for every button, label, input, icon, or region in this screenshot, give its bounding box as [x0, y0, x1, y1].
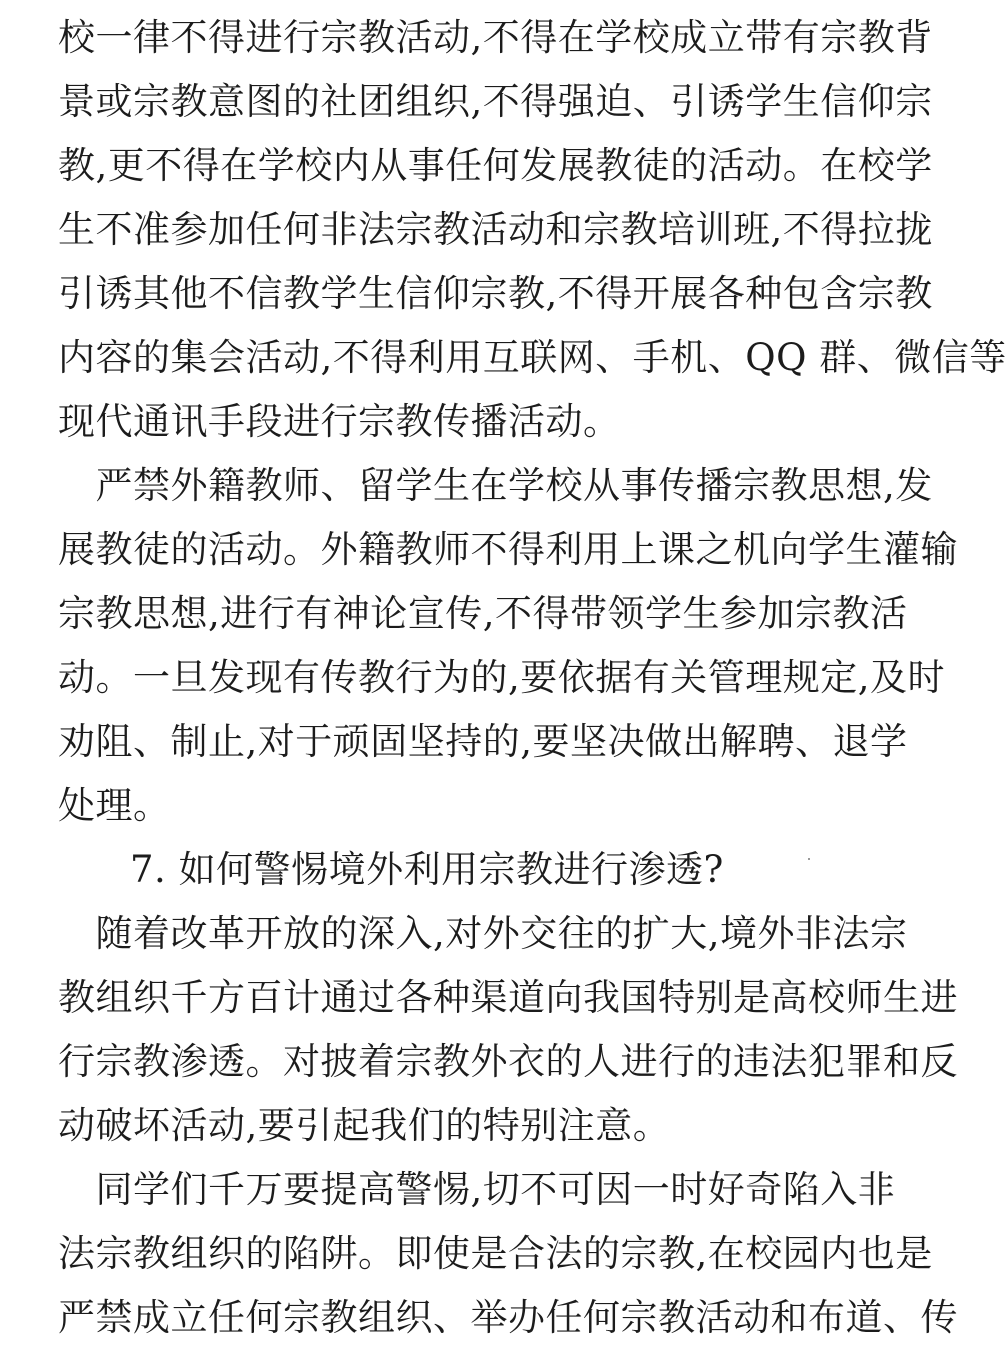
document-page: [58, 6, 1007, 1350]
text-line: 教组织千方百计通过各种渠道向我国特别是高校师生进: [58, 976, 958, 1019]
text-line: 引诱其他不信教学生信仰宗教,不得开展各种包含宗教: [58, 272, 933, 315]
text-line: 严禁成立任何宗教组织、举办任何宗教活动和布道、传: [58, 1296, 958, 1339]
text-line: 行宗教渗透。对披着宗教外衣的人进行的违法犯罪和反: [58, 1040, 958, 1083]
text-line: 内容的集会活动,不得利用互联网、手机、QQ 群、微信等: [58, 336, 1007, 379]
text-line: 随着改革开放的深入,对外交往的扩大,境外非法宗: [58, 912, 908, 955]
text-line: 生不准参加任何非法宗教活动和宗教培训班,不得拉拢: [58, 208, 933, 251]
text-line: 动破坏活动,要引起我们的特别注意。: [58, 1104, 671, 1147]
text-line: 动。一旦发现有传教行为的,要依据有关管理规定,及时: [58, 656, 946, 699]
text-line: 法宗教组织的陷阱。即使是合法的宗教,在校园内也是: [58, 1232, 933, 1275]
section-heading: 7. 如何警惕境外利用宗教进行渗透?: [130, 848, 724, 891]
text-line: 景或宗教意图的社团组织,不得强迫、引诱学生信仰宗: [58, 80, 933, 123]
text-line: 同学们千万要提高警惕,切不可因一时好奇陷入非: [58, 1168, 896, 1211]
scan-speck: [808, 858, 810, 860]
text-line: 处理。: [58, 784, 171, 827]
text-line: 劝阻、制止,对于顽固坚持的,要坚决做出解聘、退学: [58, 720, 908, 763]
text-line: 教,更不得在学校内从事任何发展教徒的活动。在校学: [58, 144, 933, 187]
text-line: 现代通讯手段进行宗教传播活动。: [58, 400, 621, 443]
text-line: 严禁外籍教师、留学生在学校从事传播宗教思想,发: [58, 464, 933, 507]
text-line: 宗教思想,进行有神论宣传,不得带领学生参加宗教活: [58, 592, 908, 635]
text-line: 展教徒的活动。外籍教师不得利用上课之机向学生灌输: [58, 528, 958, 571]
text-line: 校一律不得进行宗教活动,不得在学校成立带有宗教背: [58, 16, 933, 59]
